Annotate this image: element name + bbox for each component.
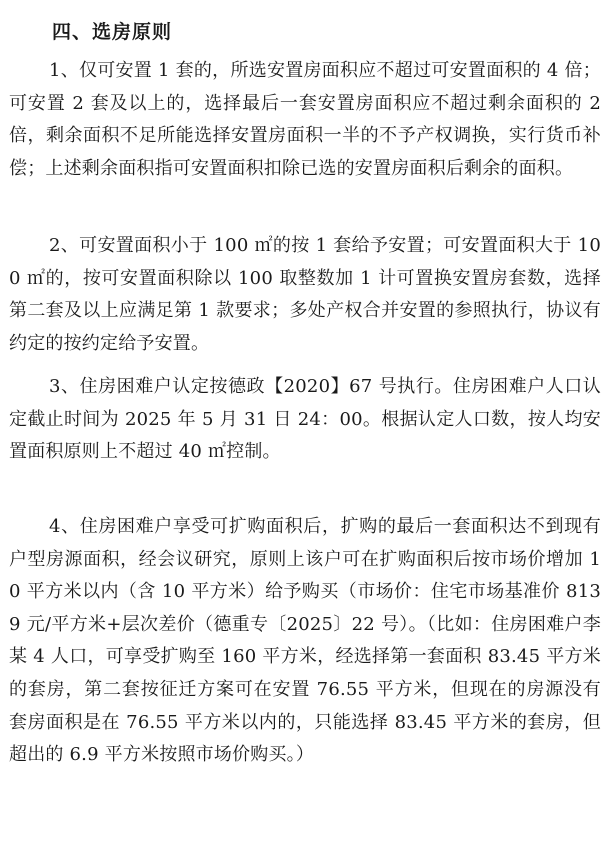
- paragraph-rule-4: 4、住房困难户享受可扩购面积后，扩购的最后一套面积达不到现有户型房源面积，经会议研究，原则上该户可在扩购面积后按市场价增加 10 平方米以内（含 10 平方米）给予购买（市场价：住宅市场基准价 8139 元/平方米+层次差价（德重专〔2025〕22 号）。（比如：住房困难户李某 4 人口，可享受扩购至 160 平方米，经选择第一套面积 83.45 平方米的套房，第二套按征迁方案可在安置 76.55 平方米，但现在的房源没有套房面积是在 76.55 平方米以内的，只能选择 83.45 平方米的套房，但超出的 6.9 平方米按照市场价购买。）: [9, 516, 601, 766]
- paragraph-rule-1: 1、仅可安置 1 套的，所选安置房面积应不超过可安置面积的 4 倍；可安置 2 套及以上的，选择最后一套安置房面积应不超过剩余面积的 2 倍，剩余面积不足所能选择安置房面积一半的不予产权调换，实行货币补偿；上述剩余面积指可安置面积扣除已选的安置房面积后剩余的面积。: [9, 60, 601, 179]
- section-heading: 四、选房原则: [52, 21, 173, 43]
- paragraph-rule-3: 3、住房困难户认定按德政【2020】67 号执行。住房困难户人口认定截止时间为 2025 年 5 月 31 日 24：00。根据认定人口数，按人均安置面积原则上不超过 40 ㎡控制。: [9, 376, 601, 463]
- paragraph-rule-2: 2、可安置面积小于 100 ㎡的按 1 套给予安置；可安置面积大于 100 ㎡的，按可安置面积除以 100 取整数加 1 计可置换安置房套数，选择第二套及以上应满足第 1 款要求；多处产权合并安置的参照执行，协议有约定的按约定给予安置。: [9, 235, 601, 354]
